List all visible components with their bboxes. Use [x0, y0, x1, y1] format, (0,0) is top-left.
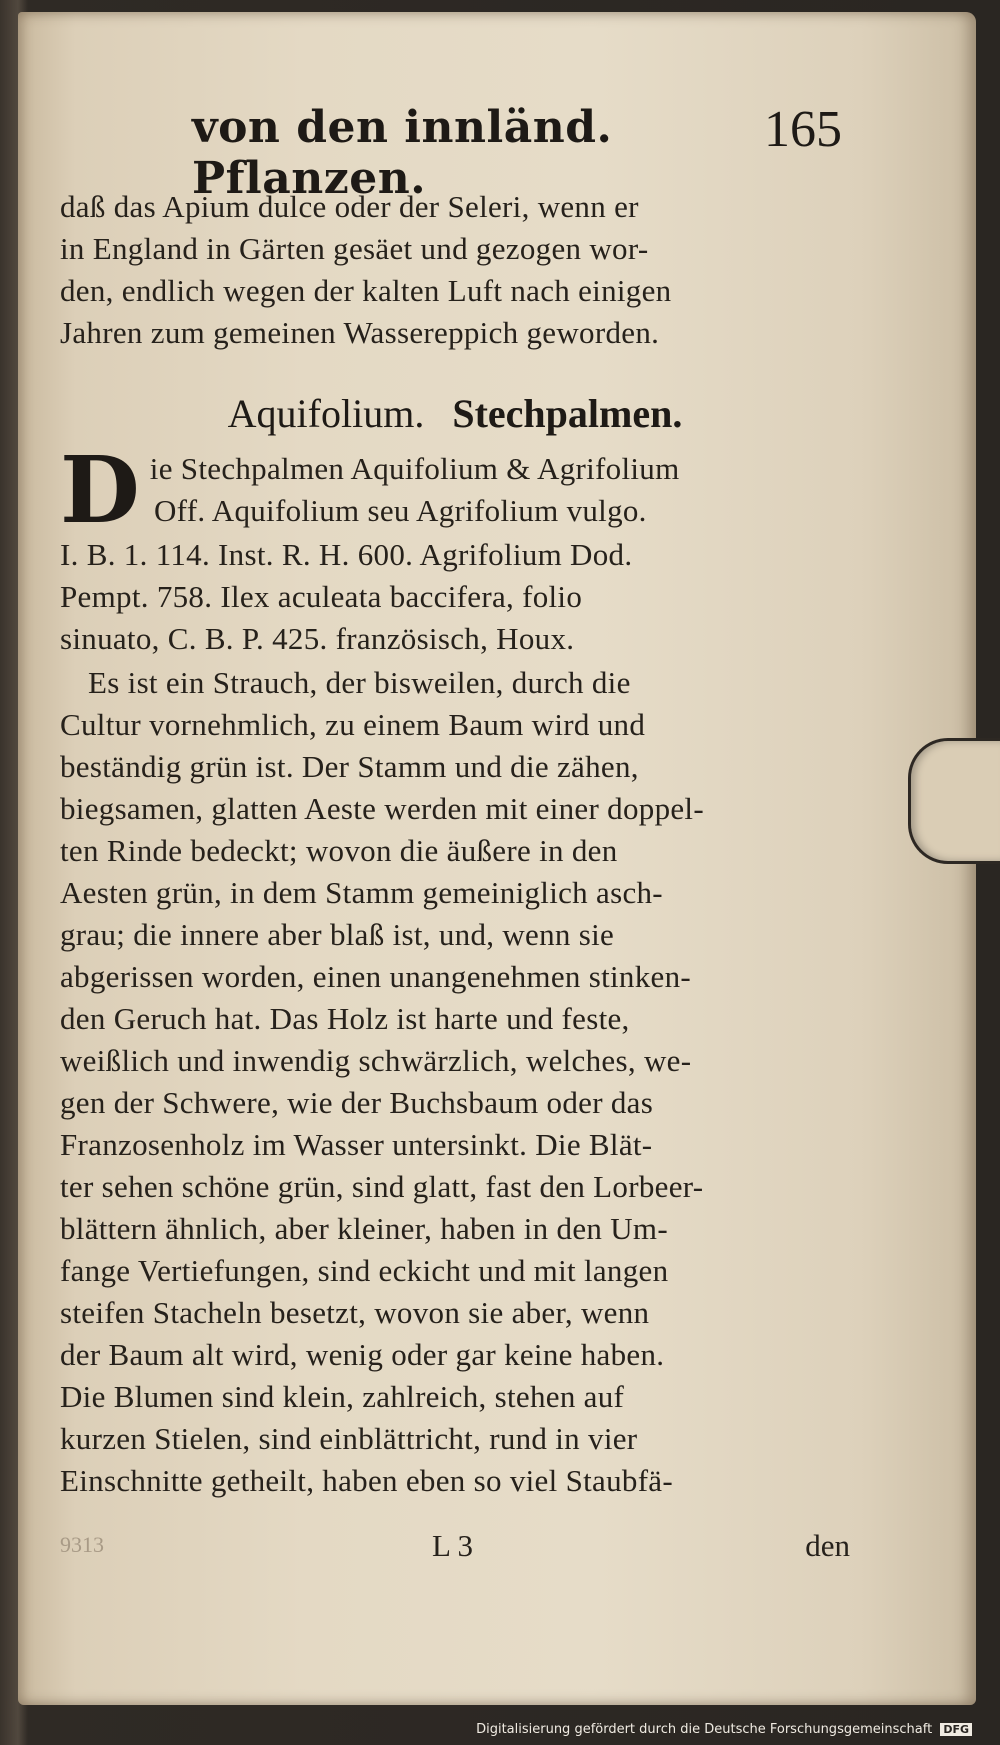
text-line: daß das Apium dulce oder der Seleri, wenn er [60, 189, 639, 224]
text-line: gen der Schwere, wie der Buchsbaum oder das [60, 1085, 654, 1120]
text-line: ie Stechpalmen Aquifolium & Agrifolium [149, 451, 680, 486]
text-line: den, endlich wegen der kalten Luft nach einigen [60, 273, 672, 308]
text-line: den Geruch hat. Das Holz ist harte und feste, [60, 1001, 630, 1036]
running-head: von den innländ. Pflanzen. [192, 102, 613, 204]
book-clasp [908, 738, 1000, 864]
text-line: Pempt. 758. Ilex aculeata baccifera, folio [60, 579, 583, 614]
credit-text: Digitalisierung gefördert durch die Deutsche Forschungsgemeinschaft [476, 1722, 933, 1737]
drop-cap: D [60, 436, 140, 544]
page-header [192, 101, 842, 204]
text-line: Es ist ein Strauch, der bisweilen, durch die [88, 665, 631, 700]
text-line: grau; die innere aber blaß ist, und, wenn sie [60, 917, 615, 952]
page-number: 165 [764, 101, 842, 158]
digitization-credit [476, 1722, 972, 1737]
section-heading [60, 390, 850, 437]
text-line: blättern ähnlich, aber kleiner, haben in den Um- [60, 1211, 668, 1246]
text-line: kurzen Stielen, sind einblättricht, rund in vier [60, 1421, 638, 1456]
dfg-logo-icon: DFG [940, 1723, 972, 1736]
text-line: in England in Gärten gesäet und gezogen wor- [60, 231, 649, 266]
signature-mark: L 3 [432, 1528, 474, 1563]
text-line: weißlich und inwendig schwärzlich, welches, we- [60, 1043, 692, 1078]
text-line: Aesten grün, in dem Stamm gemeiniglich asch- [60, 875, 663, 910]
text-line: I. B. 1. 114. Inst. R. H. 600. Agrifolium Dod. [60, 537, 633, 572]
heading-latin: Aquifolium. [227, 391, 425, 436]
page-footer [60, 1528, 850, 1574]
text-line: Einschnitte getheilt, haben eben so viel Staubfä- [60, 1463, 673, 1498]
text-line: sinuato, C. B. P. 425. französisch, Houx. [60, 621, 575, 656]
text-line: Off. Aquifolium seu Agrifolium vulgo. [154, 493, 647, 528]
text-line: steifen Stacheln besetzt, wovon sie aber, wenn [60, 1295, 650, 1330]
text-line: abgerissen worden, einen unangenehmen stinken- [60, 959, 692, 994]
text-line: Jahren zum gemeinen Wassereppich geworden. [60, 315, 660, 350]
text-line: fange Vertiefungen, sind eckicht und mit langen [60, 1253, 669, 1288]
heading-german: Stechpalmen. [452, 391, 683, 436]
text-line: biegsamen, glatten Aeste werden mit einer doppel- [60, 791, 704, 826]
text-line: Cultur vornehmlich, zu einem Baum wird und [60, 707, 646, 742]
text-line: beständig grün ist. Der Stamm und die zähen, [60, 749, 639, 784]
text-line: ten Rinde bedeckt; wovon die äußere in den [60, 833, 618, 868]
text-line: ter sehen schöne grün, sind glatt, fast den Lorbeer- [60, 1169, 704, 1204]
text-line: Franzosenholz im Wasser untersinkt. Die Blät- [60, 1127, 653, 1162]
paragraph-description [60, 662, 850, 1502]
text-line: Die Blumen sind klein, zahlreich, stehen auf [60, 1379, 625, 1414]
paragraph-continuation [60, 186, 850, 354]
library-stamp: 9313 [60, 1532, 104, 1557]
text-line: der Baum alt wird, wenig oder gar keine haben. [60, 1337, 665, 1372]
paragraph-synonyms [60, 436, 850, 660]
catchword: den [805, 1528, 850, 1563]
